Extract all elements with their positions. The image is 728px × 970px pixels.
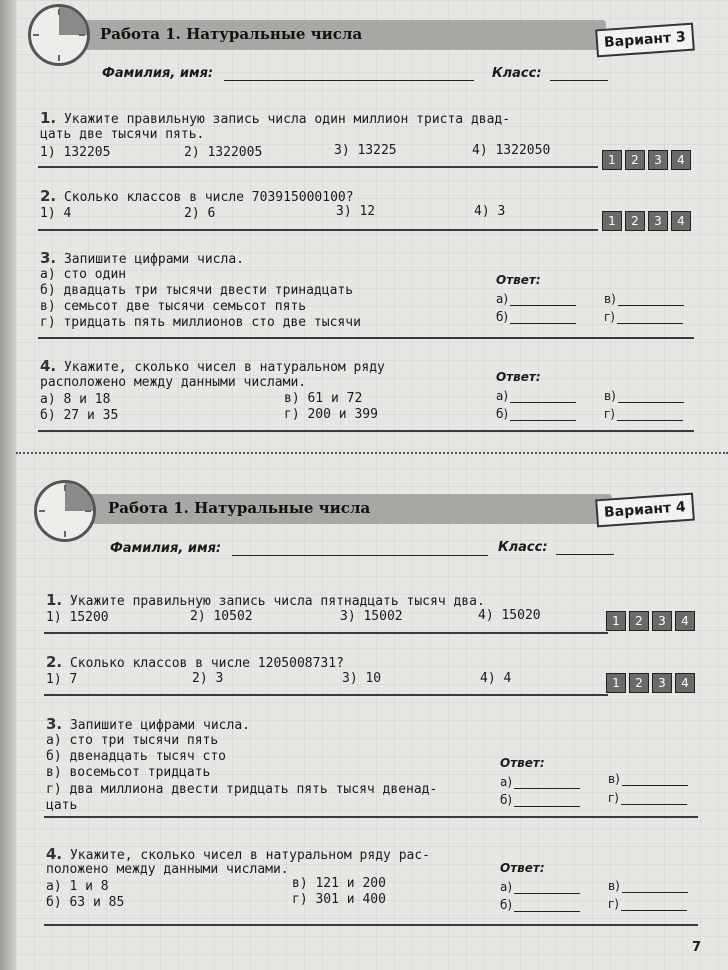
answer-field[interactable] [514, 883, 580, 894]
answer-box-1[interactable]: 1 [602, 211, 622, 231]
sub-item: цать [46, 798, 78, 813]
sub-item: в) восемьсот тридцать [46, 765, 211, 780]
variant-4-section [16, 470, 728, 970]
question-4-text-cont: расположено между данными числами. [40, 375, 307, 390]
answer-g: г) [604, 407, 683, 421]
answer-box-3[interactable]: 3 [652, 611, 672, 631]
name-label: Фамилия, имя: [110, 541, 222, 556]
question-4-text-cont: положено между данными числами. [46, 862, 289, 877]
cut-line [16, 452, 728, 454]
answer-field[interactable] [617, 313, 683, 324]
work-title: Работа 1. Натуральные числа [108, 499, 371, 517]
divider [44, 694, 608, 696]
answer-field[interactable] [510, 410, 576, 421]
sub-item: б) двенадцать тысяч сто [46, 749, 227, 764]
answer-box-2[interactable]: 2 [629, 611, 649, 631]
answer-label: Ответ: [500, 861, 545, 875]
name-row [102, 66, 474, 81]
question-1-text: 1. Укажите правильную запись числа пятнадцать тысяч два. [46, 591, 485, 609]
sub-item: б) 27 и 35 [40, 408, 119, 423]
answer-field[interactable] [514, 901, 580, 912]
question-number: 2. [46, 653, 63, 671]
answer-g: г) [608, 791, 687, 805]
answer-field[interactable] [618, 295, 684, 306]
sub-item: г) 301 и 400 [292, 892, 386, 907]
option: 3) 12 [336, 204, 376, 219]
answer-box-1[interactable]: 1 [602, 150, 622, 170]
divider [38, 337, 694, 339]
question-number: 1. [40, 109, 57, 127]
option: 1) 15200 [46, 610, 109, 625]
answer-field[interactable] [618, 392, 684, 403]
name-row [110, 541, 488, 556]
divider [44, 924, 698, 926]
option: 2) 10502 [190, 609, 253, 624]
answer-boxes [606, 673, 695, 693]
question-3-text: 3. Запишите цифрами числа. [40, 249, 244, 267]
answer-box-1[interactable]: 1 [606, 611, 626, 631]
question-4-text: 4. Укажите, сколько чисел в натуральном ряду рас- [46, 845, 430, 863]
option: 3) 10 [342, 671, 382, 686]
answer-field[interactable] [621, 900, 687, 911]
option: 3) 15002 [340, 609, 403, 624]
sub-item: б) 63 и 85 [46, 895, 125, 910]
answer-b: б) [500, 793, 580, 807]
answer-box-3[interactable]: 3 [648, 211, 668, 231]
question-number: 4. [46, 845, 63, 863]
question-4-text: 4. Укажите, сколько чисел в натуральном ряду [40, 357, 385, 375]
answer-field[interactable] [510, 313, 576, 324]
sub-item: а) 8 и 18 [40, 392, 111, 407]
answer-field[interactable] [510, 392, 576, 403]
option: 4) 3 [474, 204, 506, 219]
option: 1) 7 [46, 672, 78, 687]
answer-box-4[interactable]: 4 [671, 150, 691, 170]
answer-boxes [602, 211, 691, 231]
answer-a: а) [496, 292, 576, 306]
class-row [492, 66, 608, 81]
answer-boxes [606, 611, 695, 631]
sub-item: в) 121 и 200 [292, 876, 386, 891]
sub-item: г) два миллиона двести тридцать пять тысяч двенад- [46, 782, 438, 797]
question-number: 1. [46, 591, 63, 609]
question-number: 3. [40, 249, 57, 267]
answer-a: а) [500, 880, 580, 894]
answer-box-4[interactable]: 4 [675, 673, 695, 693]
answer-v: в) [604, 292, 684, 306]
option: 2) 6 [184, 206, 216, 221]
answer-field[interactable] [514, 796, 580, 807]
divider [44, 816, 698, 818]
answer-box-4[interactable]: 4 [675, 611, 695, 631]
answer-field[interactable] [514, 778, 580, 789]
answer-boxes [602, 150, 691, 170]
answer-field[interactable] [617, 410, 683, 421]
option: 1) 4 [40, 206, 72, 221]
answer-label: Ответ: [500, 756, 545, 770]
variant-label: Вариант 4 [595, 493, 695, 528]
name-field[interactable] [232, 543, 488, 556]
name-field[interactable] [224, 68, 474, 81]
answer-g: г) [608, 897, 687, 911]
variant-label: Вариант 3 [595, 23, 695, 58]
answer-v: в) [608, 772, 688, 786]
option: 4) 1322050 [472, 143, 551, 158]
divider [44, 632, 608, 634]
answer-field[interactable] [622, 882, 688, 893]
name-label: Фамилия, имя: [102, 66, 214, 81]
answer-v: в) [604, 389, 684, 403]
worksheet-page [16, 0, 728, 970]
answer-box-2[interactable]: 2 [625, 150, 645, 170]
option: 3) 13225 [334, 143, 397, 158]
answer-box-3[interactable]: 3 [652, 673, 672, 693]
answer-box-3[interactable]: 3 [648, 150, 668, 170]
option: 4) 15020 [478, 608, 541, 623]
answer-box-1[interactable]: 1 [606, 673, 626, 693]
class-label: Класс: [492, 66, 542, 81]
work-title: Работа 1. Натуральные числа [100, 25, 363, 43]
sub-item: г) тридцать пять миллионов сто две тысячи [40, 315, 361, 330]
clock-icon [34, 480, 96, 542]
answer-box-2[interactable]: 2 [629, 673, 649, 693]
question-1-text-cont: цать две тысячи пять. [40, 127, 205, 142]
answer-field[interactable] [622, 775, 688, 786]
answer-box-2[interactable]: 2 [625, 211, 645, 231]
answer-label: Ответ: [496, 370, 541, 384]
answer-a: а) [496, 389, 576, 403]
class-field[interactable] [556, 542, 614, 555]
divider [38, 166, 598, 168]
sub-item: г) 200 и 399 [284, 407, 378, 422]
option: 1) 132205 [40, 145, 111, 160]
answer-field[interactable] [510, 295, 576, 306]
sub-item: в) 61 и 72 [284, 391, 363, 406]
question-number: 2. [40, 187, 57, 205]
answer-g: г) [604, 310, 683, 324]
option: 2) 1322005 [184, 145, 263, 160]
variant-3-section [16, 0, 728, 448]
question-1-text: 1. Укажите правильную запись числа один миллион триста двад- [40, 109, 511, 127]
page-number: 7 [692, 940, 702, 955]
question-2-text: 2. Сколько классов в числе 703915000100? [40, 187, 354, 205]
option: 4) 4 [480, 671, 512, 686]
divider [38, 430, 694, 432]
answer-b: б) [496, 407, 576, 421]
question-number: 3. [46, 715, 63, 733]
class-row [498, 540, 614, 555]
sub-item: б) двадцать три тысячи двести тринадцать [40, 283, 354, 298]
class-field[interactable] [550, 68, 608, 81]
class-label: Класс: [498, 540, 548, 555]
answer-v: в) [608, 879, 688, 893]
question-number: 4. [40, 357, 57, 375]
sub-item: а) сто три тысячи пять [46, 733, 219, 748]
answer-field[interactable] [621, 794, 687, 805]
sub-item: а) сто один [40, 267, 127, 282]
sub-item: а) 1 и 8 [46, 879, 109, 894]
answer-b: б) [496, 310, 576, 324]
divider [38, 229, 598, 231]
notebook-gutter [0, 0, 16, 970]
answer-b: б) [500, 898, 580, 912]
answer-a: а) [500, 775, 580, 789]
sub-item: в) семьсот две тысячи семьсот пять [40, 299, 307, 314]
question-3-text: 3. Запишите цифрами числа. [46, 715, 250, 733]
option: 2) 3 [192, 671, 224, 686]
question-2-text: 2. Сколько классов в числе 1205008731? [46, 653, 344, 671]
clock-icon [28, 4, 90, 66]
answer-label: Ответ: [496, 273, 541, 287]
answer-box-4[interactable]: 4 [671, 211, 691, 231]
